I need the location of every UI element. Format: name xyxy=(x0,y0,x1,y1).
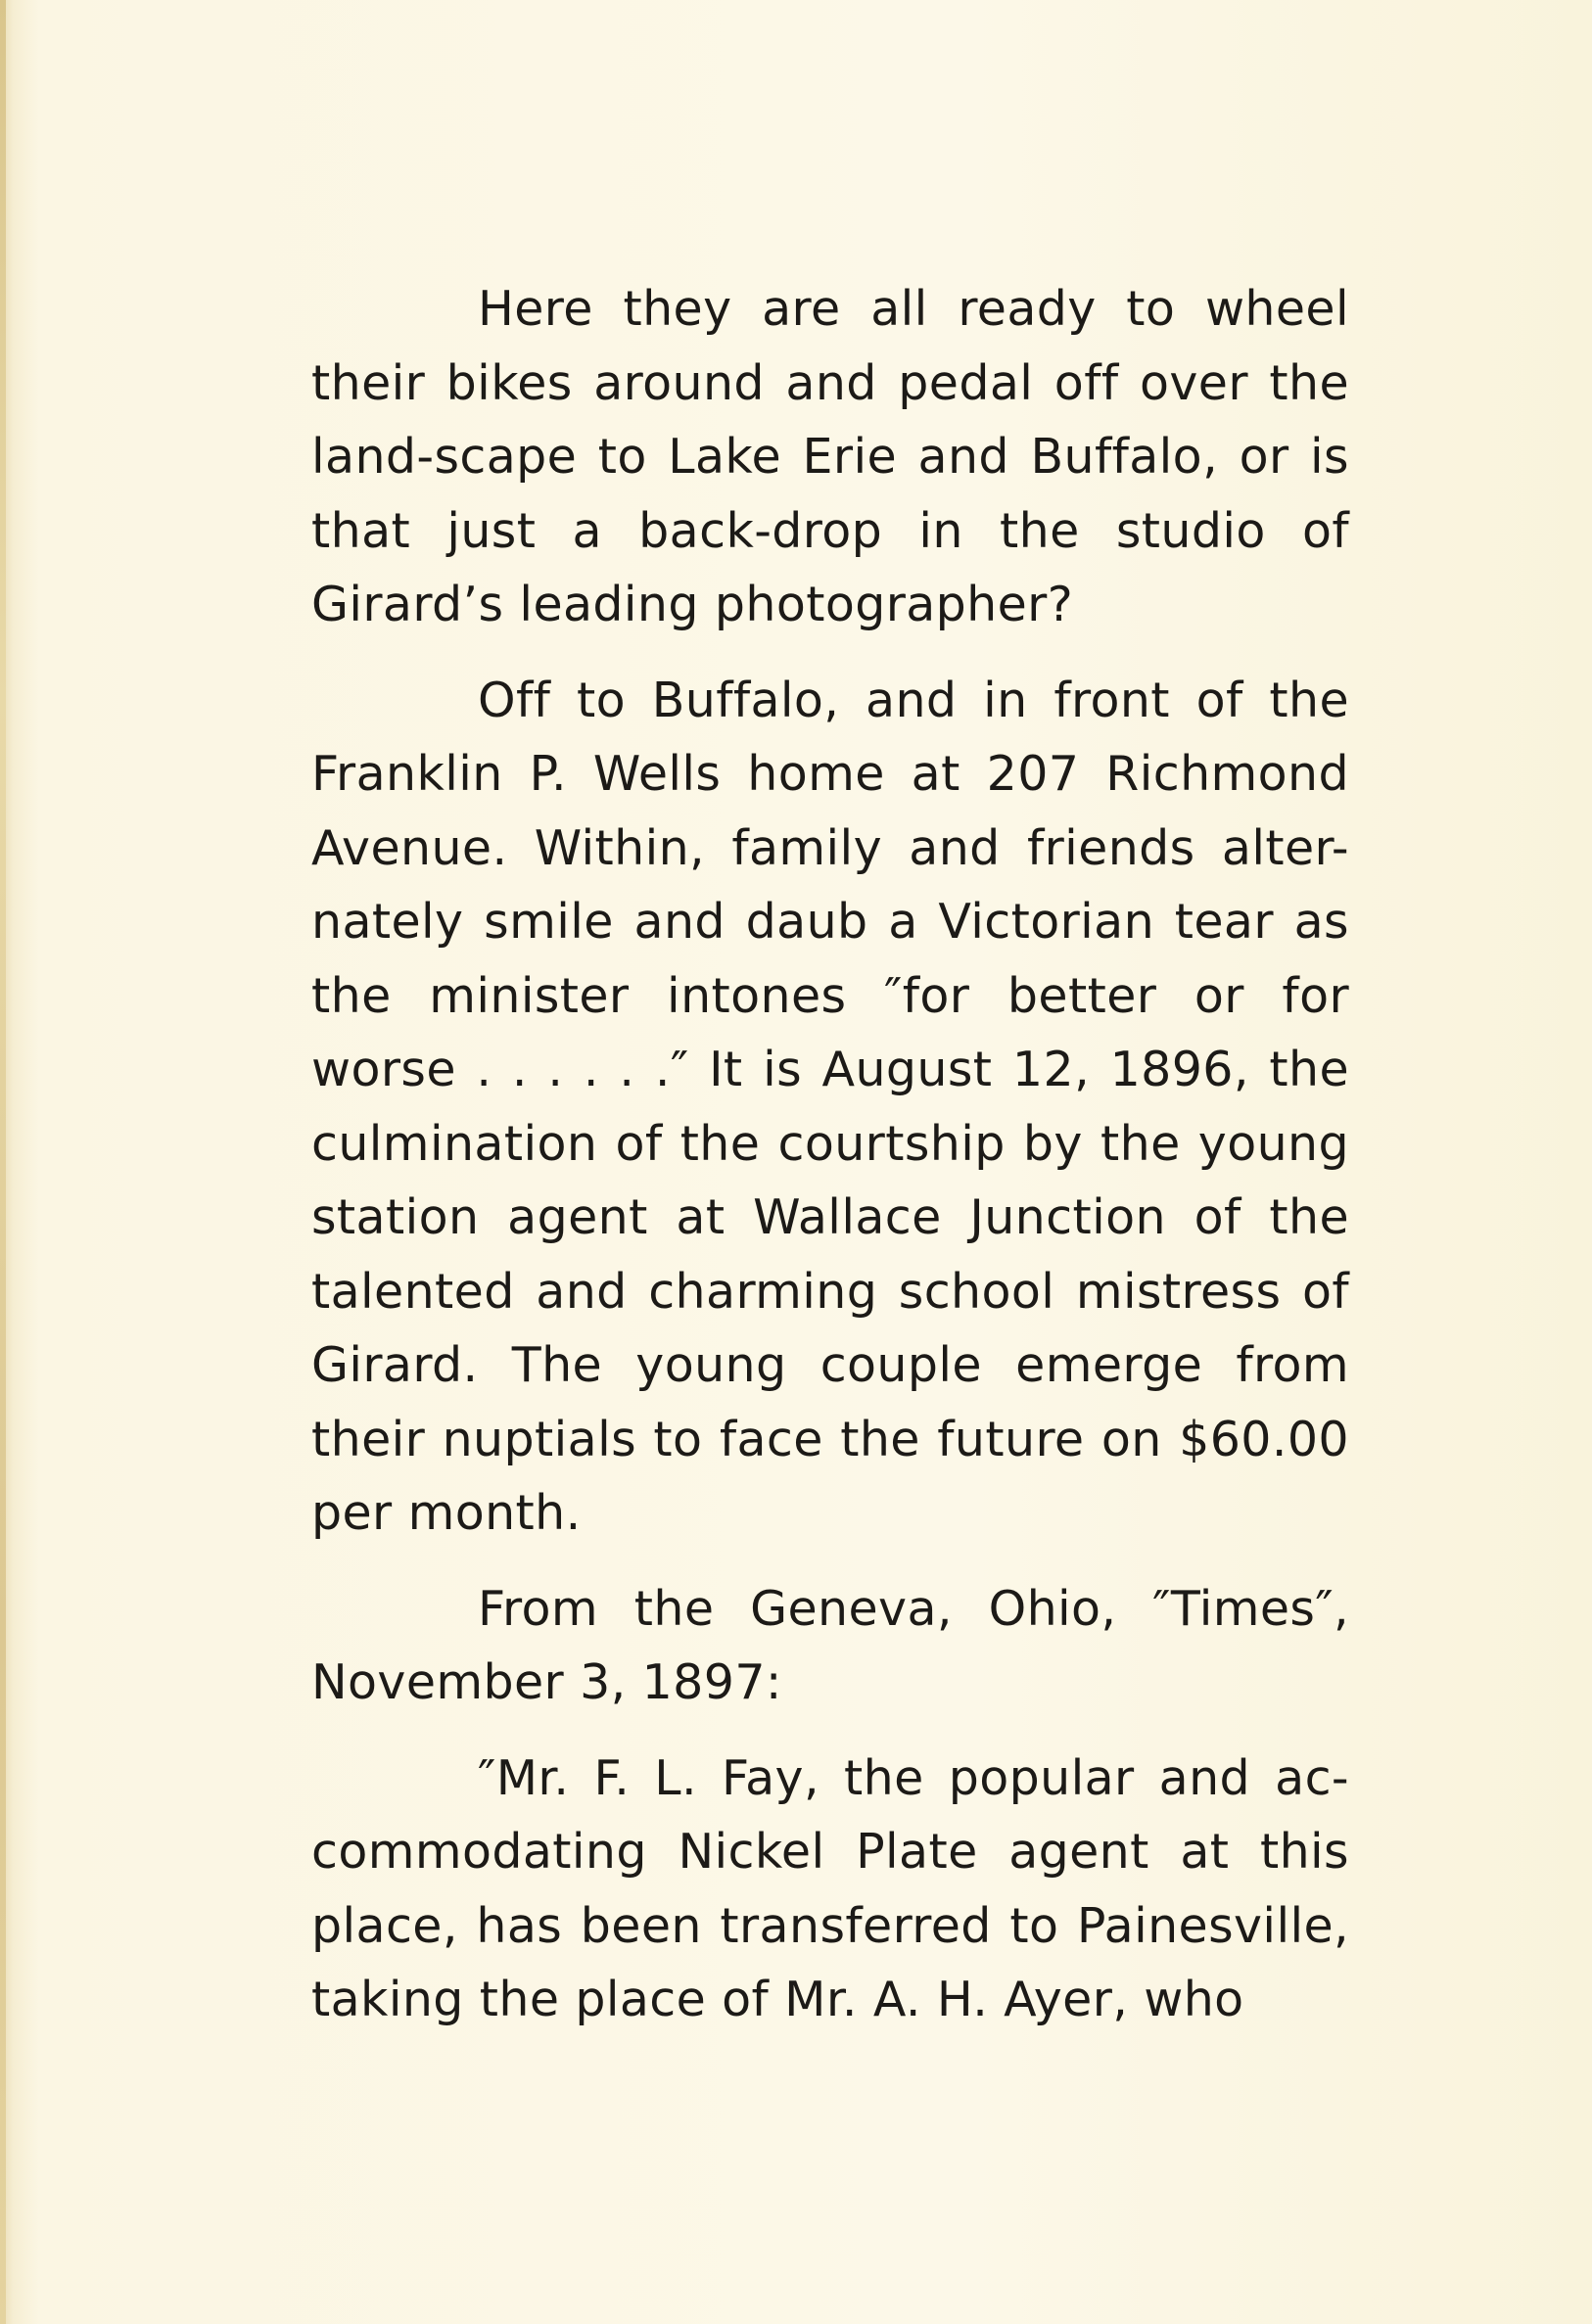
paragraph-quote: ″Mr. F. L. Fay, the popular and ac-commodating Nickel Plate agent at this place, has been transferred to Painesville, taking the place of Mr. A. H. Ayer, who xyxy=(311,1749,1349,2027)
page-edge xyxy=(0,0,6,2324)
paragraph-wedding: Off to Buffalo, and in front of the Franklin P. Wells home at 207 Richmond Avenue. Within, family and friends alter-nately smile and daub a Victorian tear as the minister intones ″for better or for worse . . . . . .″ It is August 12, 1896, the culmination of the courtship by the young station agent at Wallace Junction of the talented and charming school mistress of Girard. The young couple emerge from their nuptials to face the future on $60.00 per month. xyxy=(311,672,1349,1541)
paragraph-bikes: Here they are all ready to wheel their bikes around and pedal off over the land-scape to Lake Erie and Buffalo, or is that just a back-drop in the studio of Girard’s leading photographer? xyxy=(311,281,1349,632)
paragraph-geneva-times: From the Geneva, Ohio, ″Times″, November 3, 1897: xyxy=(311,1580,1349,1710)
body-text xyxy=(311,272,1349,2059)
